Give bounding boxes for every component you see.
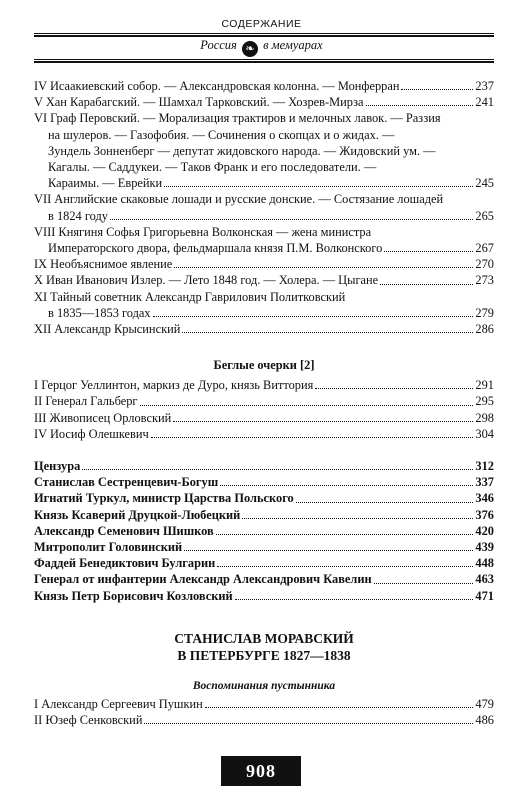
- toc-entry: [34, 458, 494, 474]
- toc-entry-line: [34, 224, 494, 240]
- dot-leader: [315, 388, 473, 389]
- toc-page-number: 486: [475, 713, 494, 728]
- dot-leader: [220, 485, 473, 486]
- toc-group-chapters: [34, 78, 494, 337]
- toc-entry-text: IV Исаакиевский собор. — Александровская колонна. — Монферран: [34, 79, 400, 93]
- header-rule-bottom-thick: [34, 61, 494, 63]
- toc-page-number: 298: [475, 410, 494, 425]
- toc-entry-line-last: [34, 272, 494, 288]
- toc-entry-text: II Юзеф Сенковский: [34, 713, 143, 728]
- toc-entry: [34, 571, 494, 587]
- toc-entry-text: IV Иосиф Олешкевич: [34, 426, 149, 441]
- toc-entry-line-last: [34, 208, 494, 224]
- toc-entry-line-last: [34, 523, 494, 539]
- toc-entry-text: Императорского двора, фельдмаршала князя П.М. Волконского: [48, 241, 383, 256]
- toc-entry-line-last: [34, 305, 494, 321]
- toc-group-memoirs: [34, 696, 494, 728]
- toc-page-number: 479: [475, 696, 494, 711]
- toc-entry-line: [34, 159, 494, 175]
- toc-entry: [34, 523, 494, 539]
- dot-leader: [164, 186, 473, 187]
- toc-entry-line-last: [34, 474, 494, 490]
- toc-page-number: 265: [475, 208, 494, 223]
- toc-entry-line-last: [34, 410, 494, 426]
- dot-leader: [296, 502, 474, 503]
- toc-entry: [34, 321, 494, 337]
- toc-entry-text: VI Граф Перовский. — Морализация трактиров и мелочных лавок. — Раззия: [34, 111, 441, 126]
- toc-entry: [34, 712, 494, 728]
- toc-entry-text: I Александр Сергеевич Пушкин: [34, 696, 203, 711]
- toc-page-number: 295: [475, 394, 494, 409]
- toc-page-number: 448: [475, 556, 494, 571]
- dot-leader: [82, 469, 473, 470]
- toc-entry-text: I Герцог Уеллинтон, маркиз де Дуро, князь Виттория: [34, 378, 314, 393]
- toc-page-number: 312: [475, 459, 494, 474]
- toc-page-number: 337: [475, 475, 494, 490]
- dot-leader: [374, 583, 474, 584]
- toc-entry-line-last: [34, 256, 494, 272]
- toc-entry: [34, 110, 494, 191]
- dot-leader: [174, 267, 473, 268]
- toc-entry-line-last: [34, 393, 494, 409]
- toc-entry-line: [34, 127, 494, 143]
- dot-leader: [153, 316, 474, 317]
- toc-entry: [34, 94, 494, 110]
- toc-page-number: 304: [475, 426, 494, 441]
- toc-entry-text: Митрополит Головинский: [34, 540, 183, 555]
- toc-group-sketches: [34, 377, 494, 442]
- toc-entry-text: VII Английские скаковые лошади и русские донские. — Состязание лошадей: [34, 192, 444, 207]
- toc-entry-line-last: [34, 712, 494, 728]
- toc-entry-line-last: [34, 377, 494, 393]
- toc-entry: [34, 289, 494, 321]
- dot-leader: [184, 550, 473, 551]
- toc-entry-text: III Живописец Орловский: [34, 410, 172, 425]
- toc-entry-text: Игнатий Туркул, министр Царства Польского: [34, 491, 294, 506]
- toc-entry-text: IX Необъяснимое явление: [34, 257, 173, 272]
- toc-entry: [34, 490, 494, 506]
- toc-entry-text: II Генерал Гальберг: [34, 394, 138, 409]
- series-name-left: Россия: [200, 38, 237, 52]
- toc-group-bold: [34, 458, 494, 604]
- toc-page-number: 439: [475, 540, 494, 555]
- dot-leader: [205, 707, 474, 708]
- toc-entry: [34, 539, 494, 555]
- toc-entry: [34, 555, 494, 571]
- dot-leader: [217, 566, 473, 567]
- toc-entry-text: Фаддей Бенедиктович Булгарин: [34, 556, 216, 571]
- dot-leader: [242, 518, 473, 519]
- toc-entry-text: Цензура: [34, 459, 81, 474]
- dot-leader: [380, 284, 473, 285]
- dot-leader: [235, 599, 474, 600]
- toc-page-number: 286: [475, 322, 494, 337]
- toc-page-number: 237: [475, 79, 494, 93]
- part-title-line1: СТАНИСЛАВ МОРАВСКИЙ: [174, 630, 354, 646]
- toc-entry-text: Князь Ксаверий Друцкой-Любецкий: [34, 507, 241, 522]
- toc-page-number: 270: [475, 257, 494, 272]
- toc-entry: [34, 588, 494, 604]
- dot-leader: [173, 421, 473, 422]
- toc-entry-text: на шулеров. — Газофобия. — Сочинения о скопцах и о жидах. —: [48, 127, 395, 142]
- toc-entry: [34, 507, 494, 523]
- toc-entry-text: X Иван Иванович Излер. — Лето 1848 год. — Холера. — Цыгане: [34, 273, 379, 288]
- subsection-title: Воспоминания пустынника: [192, 679, 336, 692]
- toc-entry: [34, 256, 494, 272]
- toc-page-number: 463: [475, 572, 494, 587]
- toc-entry-text: Зундель Зонненберг — депутат жидовского народа. — Жидовский ум. —: [48, 143, 436, 158]
- series-banner: [0, 38, 523, 57]
- part-title-line2: В ПЕТЕРБУРГЕ 1827—1838: [177, 647, 351, 663]
- toc-entry-text: Князь Петр Борисович Козловский: [34, 588, 233, 603]
- toc-entry-text: Кагалы. — Саддукеи. — Таков Франк и его последователи. —: [48, 160, 377, 175]
- toc-entry-line-last: [34, 571, 494, 587]
- toc-entry: [34, 410, 494, 426]
- toc-entry-line-last: [34, 94, 494, 110]
- dot-leader: [144, 723, 473, 724]
- toc-entry-text: XII Александр Крысинский: [34, 322, 181, 337]
- toc-page-number: 291: [475, 378, 494, 393]
- table-of-contents: [34, 78, 494, 728]
- toc-entry-line-last: [34, 555, 494, 571]
- page-number: 908: [221, 756, 301, 786]
- dot-leader: [216, 534, 474, 535]
- toc-entry-line: [34, 289, 494, 305]
- toc-entry: [34, 377, 494, 393]
- toc-entry-line-last: [34, 175, 494, 191]
- toc-entry-line-last: [34, 458, 494, 474]
- toc-entry: [34, 474, 494, 490]
- running-header: СОДЕРЖАНИЕ: [221, 18, 302, 30]
- toc-entry-text: в 1835—1853 годах: [48, 305, 151, 320]
- toc-entry: [34, 393, 494, 409]
- toc-entry-line-last: [34, 588, 494, 604]
- toc-entry-text: Караимы. — Еврейки: [48, 176, 163, 191]
- toc-page-number: 273: [475, 273, 494, 288]
- dot-leader: [182, 332, 473, 333]
- toc-page-number: 420: [475, 523, 494, 538]
- section-title-sketches: Беглые очерки [2]: [213, 358, 315, 373]
- toc-entry-line-last: [34, 426, 494, 442]
- toc-entry-line: [34, 191, 494, 207]
- toc-page-number: 471: [475, 588, 494, 603]
- toc-entry: [34, 78, 494, 94]
- part-spacer: [34, 604, 494, 630]
- toc-entry: [34, 426, 494, 442]
- toc-entry-line-last: [34, 696, 494, 712]
- toc-entry-text: в 1824 году: [48, 208, 108, 223]
- toc-entry-line-last: [34, 240, 494, 256]
- dot-leader: [140, 405, 474, 406]
- toc-entry: [34, 224, 494, 256]
- dot-leader: [384, 251, 473, 252]
- dot-leader: [110, 219, 473, 220]
- toc-entry: [34, 272, 494, 288]
- toc-entry-line-last: [34, 539, 494, 555]
- toc-entry-text: XI Тайный советник Александр Гаврилович Политковский: [34, 289, 346, 304]
- toc-page-number: 279: [475, 305, 494, 320]
- header-rule-thin: [34, 33, 494, 34]
- toc-entry-line-last: [34, 321, 494, 337]
- toc-entry-line: [34, 143, 494, 159]
- toc-entry-text: VIII Княгиня Софья Григорьевна Волконская — жена министра: [34, 224, 372, 239]
- toc-entry-line: [34, 110, 494, 126]
- toc-entry: [34, 696, 494, 712]
- group-spacer: [34, 442, 494, 458]
- toc-entry-text: Станислав Сестренцевич-Богуш: [34, 475, 219, 490]
- dot-leader: [366, 105, 474, 106]
- series-emblem-icon: ❧: [242, 41, 258, 57]
- toc-page-number: 267: [475, 241, 494, 256]
- header-rule-thick: [34, 35, 494, 37]
- toc-entry-text: Александр Семенович Шишков: [34, 523, 214, 538]
- series-name-right: в мемуарах: [263, 38, 323, 52]
- header-rule-bottom: [34, 59, 494, 60]
- dot-leader: [401, 89, 473, 90]
- toc-entry-line-last: [34, 78, 494, 94]
- toc-entry-line-last: [34, 507, 494, 523]
- toc-entry-line-last: [34, 490, 494, 506]
- toc-entry-text: Генерал от инфантерии Александр Александрович Кавелин: [34, 572, 372, 587]
- toc-entry: [34, 191, 494, 223]
- dot-leader: [151, 437, 474, 438]
- toc-entry-text: V Хан Карабагский. — Шамхал Тарковский. — Хозрев-Мирза: [34, 95, 364, 110]
- toc-page-number: 346: [475, 491, 494, 506]
- toc-page-number: 376: [475, 507, 494, 522]
- toc-page-number: 245: [475, 176, 494, 191]
- toc-page-number: 241: [475, 95, 494, 110]
